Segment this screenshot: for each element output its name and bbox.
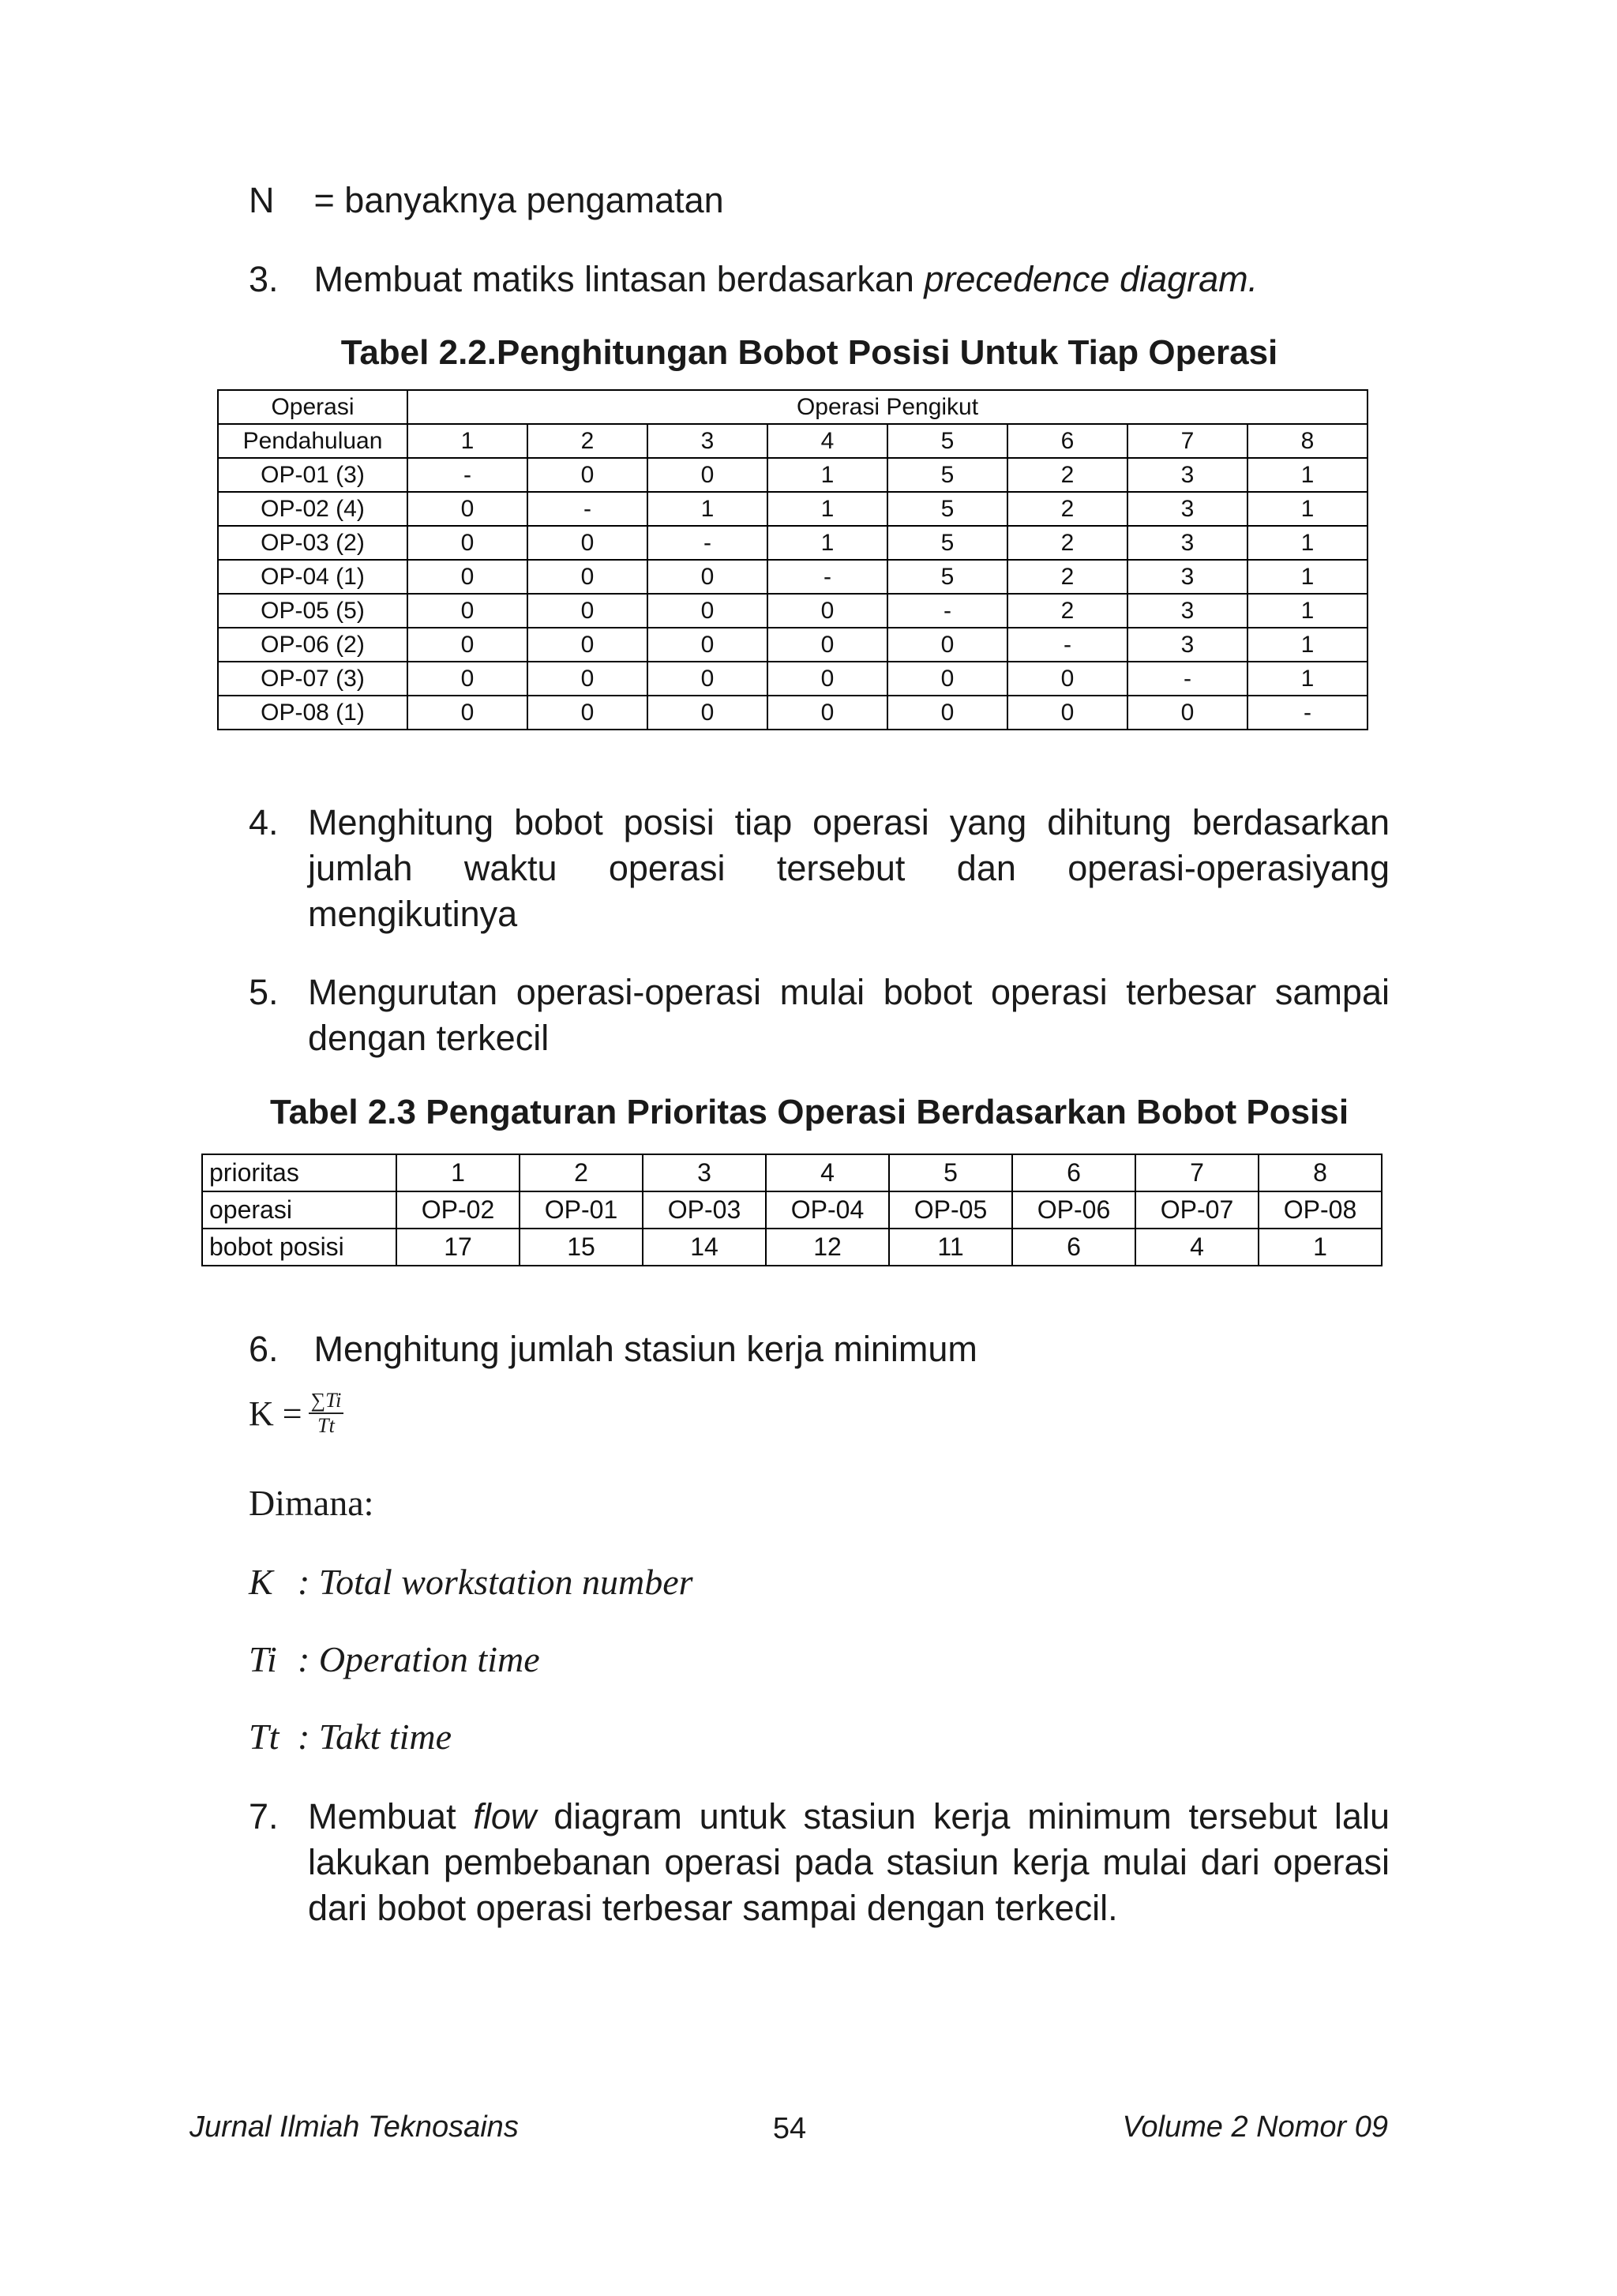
table-row — [202, 1154, 1382, 1191]
table-cell: 0 — [527, 560, 647, 594]
row-label: OP-04 (1) — [218, 560, 407, 594]
table-cell: 0 — [527, 696, 647, 730]
column-header: 2 — [527, 424, 647, 458]
table-cell: 2 — [1007, 560, 1127, 594]
table-cell: 0 — [527, 628, 647, 662]
table-2-2-caption: Tabel 2.2.Penghitungan Bobot Posisi Untuk Tiap Operasi — [340, 333, 1278, 372]
table-row — [218, 458, 1368, 492]
table-cell: 1 — [1247, 628, 1368, 662]
row-label: OP-08 (1) — [218, 696, 407, 730]
table-cell: 0 — [407, 696, 527, 730]
table-cell: 0 — [767, 662, 887, 696]
step-4-text: Menghitung bobot posisi tiap operasi yang dihitung berdasarkan jumlah waktu operasi tersebut dan operasi-operasiyang mengikutinya — [308, 802, 1390, 934]
table-cell: 3 — [1127, 492, 1247, 526]
table-cell: OP-05 — [889, 1191, 1012, 1229]
table-cell: 1 — [1247, 560, 1368, 594]
table-row — [218, 560, 1368, 594]
formula-numerator: ∑Ti — [309, 1389, 344, 1414]
table-header-row — [218, 424, 1368, 458]
table-cell: 0 — [527, 662, 647, 696]
table-row — [218, 662, 1368, 696]
table-cell: 15 — [520, 1229, 643, 1266]
table-2-3-caption: Tabel 2.3 Pengaturan Prioritas Operasi Berdasarkan Bobot Posisi — [269, 1093, 1349, 1131]
table-cell: 5 — [889, 1154, 1012, 1191]
definition-tt — [249, 1716, 452, 1758]
definition-k — [249, 1561, 693, 1603]
table-cell: OP-06 — [1012, 1191, 1135, 1229]
table-2-3-body — [202, 1154, 1382, 1266]
table-cell: 6 — [1012, 1229, 1135, 1266]
table-cell: 0 — [527, 526, 647, 560]
table-cell: 3 — [1127, 560, 1247, 594]
table-cell: 1 — [1247, 594, 1368, 628]
table-cell: 0 — [647, 696, 767, 730]
definition-symbol: Tt — [249, 1716, 280, 1757]
step-3-text: Membuat matiks lintasan berdasarkan — [313, 259, 925, 299]
table-row — [202, 1229, 1382, 1266]
table-cell: 0 — [647, 458, 767, 492]
column-header: 1 — [407, 424, 527, 458]
table-cell: 1 — [1247, 492, 1368, 526]
table-cell: 11 — [889, 1229, 1012, 1266]
table-cell: 1 — [767, 492, 887, 526]
step-3-italic: precedence diagram. — [924, 259, 1259, 299]
step-4-number: 4. — [249, 802, 279, 842]
table-cell: OP-04 — [766, 1191, 889, 1229]
column-header: 8 — [1247, 424, 1368, 458]
table-cell: 0 — [767, 696, 887, 730]
table-cell: 0 — [1007, 696, 1127, 730]
table-cell: 7 — [1135, 1154, 1259, 1191]
table-row — [218, 594, 1368, 628]
step-7-text — [308, 1794, 1390, 1931]
table-cell: OP-03 — [643, 1191, 766, 1229]
step-6 — [249, 1326, 977, 1372]
table-cell: 1 — [1247, 526, 1368, 560]
table-row — [202, 1191, 1382, 1229]
table-cell: 12 — [766, 1229, 889, 1266]
table-cell: 2 — [520, 1154, 643, 1191]
step-7-text-after: diagram untuk stasiun kerja minimum tersebut lalu lakukan pembebanan operasi pada stasiun kerja mulai dari operasi dari bobot operasi terbesar sampai dengan terkecil. — [308, 1796, 1390, 1928]
table-cell: 0 — [767, 628, 887, 662]
step-4 — [249, 800, 1390, 937]
table-cell: - — [1007, 628, 1127, 662]
table-cell: 1 — [1247, 662, 1368, 696]
table-cell: 0 — [1007, 662, 1127, 696]
header-operasi-pengikut: Operasi Pengikut — [407, 390, 1368, 424]
column-header: 5 — [887, 424, 1007, 458]
table-cell: 0 — [407, 560, 527, 594]
formula-lhs: K = — [249, 1394, 302, 1433]
table-cell: 0 — [647, 560, 767, 594]
definition-text: : Operation time — [298, 1639, 540, 1679]
table-cell: - — [887, 594, 1007, 628]
table-cell: 5 — [887, 492, 1007, 526]
definition-symbol: K — [249, 1562, 273, 1602]
table-2-3 — [201, 1154, 1383, 1266]
table-row — [218, 696, 1368, 730]
step-5-text: Mengurutan operasi-operasi mulai bobot operasi terbesar sampai dengan terkecil — [308, 972, 1390, 1058]
table-header-row — [218, 390, 1368, 424]
step-3-number: 3. — [249, 259, 279, 299]
row-label: OP-07 (3) — [218, 662, 407, 696]
definition-text: : Takt time — [298, 1716, 452, 1757]
step-7-number: 7. — [249, 1796, 279, 1836]
table-2-2 — [217, 389, 1368, 730]
footer-journal: Jurnal Ilmiah Teknosains — [189, 2110, 519, 2144]
table-cell: OP-01 — [520, 1191, 643, 1229]
table-cell: 0 — [407, 492, 527, 526]
definition-symbol: Ti — [249, 1639, 277, 1679]
table-cell: 0 — [407, 526, 527, 560]
step-7 — [249, 1794, 1390, 1931]
table-row — [218, 628, 1368, 662]
row-label: OP-05 (5) — [218, 594, 407, 628]
header-operasi: Operasi — [218, 390, 407, 424]
table-cell: 6 — [1012, 1154, 1135, 1191]
table-cell: 0 — [527, 594, 647, 628]
table-cell: 2 — [1007, 594, 1127, 628]
row-label: OP-01 (3) — [218, 458, 407, 492]
table-cell: 4 — [1135, 1229, 1259, 1266]
page-number: 54 — [772, 2112, 807, 2145]
formula — [249, 1378, 343, 1449]
table-cell: 0 — [647, 662, 767, 696]
table-cell: 14 — [643, 1229, 766, 1266]
definition-ti — [249, 1638, 540, 1680]
table-cell: 5 — [887, 526, 1007, 560]
table-cell: - — [1127, 662, 1247, 696]
formula-fraction — [309, 1389, 344, 1438]
row-label: OP-02 (4) — [218, 492, 407, 526]
table-cell: 3 — [1127, 628, 1247, 662]
row-label: prioritas — [202, 1154, 396, 1191]
table-cell: - — [767, 560, 887, 594]
row-label: OP-03 (2) — [218, 526, 407, 560]
definitions-intro: Dimana: — [249, 1483, 374, 1523]
table-cell: OP-02 — [396, 1191, 520, 1229]
table-cell: 1 — [647, 492, 767, 526]
table-cell: - — [647, 526, 767, 560]
table-cell: 1 — [396, 1154, 520, 1191]
step-5 — [249, 970, 1390, 1061]
table-cell: - — [527, 492, 647, 526]
row-label: operasi — [202, 1191, 396, 1229]
n-definition-line — [249, 178, 724, 223]
column-header: 3 — [647, 424, 767, 458]
table-cell: 2 — [1007, 458, 1127, 492]
step-7-text-before: Membuat — [308, 1796, 474, 1836]
table-cell: 0 — [647, 594, 767, 628]
row-label: bobot posisi — [202, 1229, 396, 1266]
definition-text: : Total workstation number — [298, 1562, 693, 1602]
table-cell: 0 — [887, 662, 1007, 696]
table-cell: 4 — [766, 1154, 889, 1191]
table-cell: 0 — [647, 628, 767, 662]
table-cell: - — [1247, 696, 1368, 730]
footer-volume: Volume 2 Nomor 09 — [1122, 2110, 1388, 2144]
table-cell: 0 — [887, 628, 1007, 662]
table-2-2-body — [218, 458, 1368, 730]
row-label: OP-06 (2) — [218, 628, 407, 662]
table-cell: OP-07 — [1135, 1191, 1259, 1229]
table-cell: 0 — [1127, 696, 1247, 730]
table-cell: 0 — [527, 458, 647, 492]
table-cell: 1 — [767, 458, 887, 492]
table-cell: 1 — [767, 526, 887, 560]
n-definition: = banyaknya pengamatan — [313, 180, 724, 220]
table-cell: 3 — [1127, 526, 1247, 560]
table-cell: 5 — [887, 560, 1007, 594]
header-pendahuluan: Pendahuluan — [218, 424, 407, 458]
table-cell: 3 — [1127, 594, 1247, 628]
table-cell: - — [407, 458, 527, 492]
table-cell: 2 — [1007, 526, 1127, 560]
table-cell: 2 — [1007, 492, 1127, 526]
table-cell: 5 — [887, 458, 1007, 492]
table-cell: 17 — [396, 1229, 520, 1266]
n-symbol: N — [249, 180, 275, 220]
table-cell: 1 — [1247, 458, 1368, 492]
formula-denominator: Tt — [317, 1414, 335, 1437]
step-7-italic: flow — [473, 1796, 537, 1836]
table-cell: 3 — [643, 1154, 766, 1191]
table-cell: 0 — [887, 696, 1007, 730]
table-cell: 0 — [407, 662, 527, 696]
table-cell: 8 — [1259, 1154, 1382, 1191]
column-header: 6 — [1007, 424, 1127, 458]
table-cell: 0 — [407, 628, 527, 662]
column-header: 7 — [1127, 424, 1247, 458]
step-5-number: 5. — [249, 972, 279, 1012]
table-cell: 0 — [767, 594, 887, 628]
table-cell: 0 — [407, 594, 527, 628]
table-row — [218, 492, 1368, 526]
table-cell: OP-08 — [1259, 1191, 1382, 1229]
table-cell: 1 — [1259, 1229, 1382, 1266]
step-6-number: 6. — [249, 1329, 279, 1369]
table-row — [218, 526, 1368, 560]
table-cell: 3 — [1127, 458, 1247, 492]
column-header: 4 — [767, 424, 887, 458]
step-3 — [249, 257, 1258, 302]
step-6-text: Menghitung jumlah stasiun kerja minimum — [313, 1329, 977, 1369]
